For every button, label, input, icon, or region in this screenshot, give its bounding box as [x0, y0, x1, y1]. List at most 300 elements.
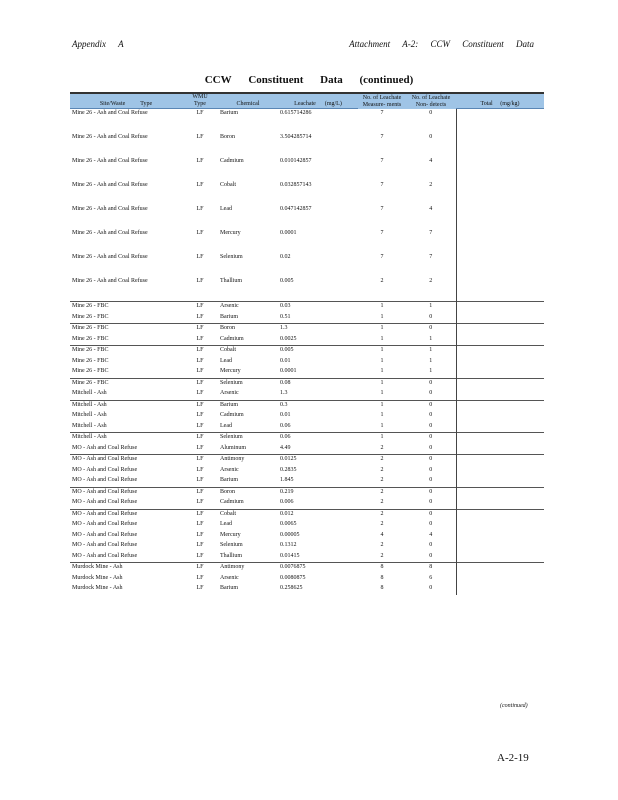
cell-chemical: Cadmium: [220, 412, 244, 418]
cell-nondetects: 7: [429, 254, 433, 260]
cell-total: [456, 277, 544, 302]
header-site: Site/Waste: [99, 101, 126, 107]
header-total-label: Total: [480, 101, 493, 107]
cell-chemical: Boron: [218, 487, 278, 498]
cell-measurements: 1: [358, 302, 406, 313]
cell-leachate: 0.1312: [280, 542, 297, 548]
cell-wmu: LF: [182, 346, 218, 357]
table-row: [70, 574, 544, 585]
cell-measurements: 2: [380, 552, 384, 559]
cell-total: [456, 400, 544, 411]
cell-site: MO - Ash and Coal Refuse: [72, 466, 138, 473]
cell-nondetects: 0: [429, 499, 433, 505]
cell-measurements: 1: [380, 368, 384, 374]
table-row: [70, 302, 544, 313]
cell-chemical: Barium: [220, 477, 238, 483]
cell-total: [456, 520, 544, 531]
cell-wmu: LF: [182, 400, 218, 411]
table-row: [70, 509, 544, 520]
cell-total: [456, 422, 544, 433]
cell-nondetects: 0: [406, 455, 456, 466]
cell-nondetects: 0: [429, 109, 433, 116]
cell-measurements: 7: [380, 134, 384, 140]
cell-chemical: Selenium: [220, 254, 243, 260]
constituent-table: [70, 92, 544, 595]
cell-site: MO - Ash and Coal Refuse: [72, 542, 138, 548]
cell-total: [456, 584, 544, 595]
cell-measurements: 1: [380, 335, 384, 342]
cell-leachate: 0.005: [278, 346, 358, 357]
cell-wmu: LF: [182, 509, 218, 520]
cell-chemical: Aluminum: [220, 444, 247, 451]
cell-total: [456, 346, 544, 357]
table-body: [70, 109, 544, 595]
cell-chemical: Barium: [218, 400, 278, 411]
table-row: [70, 324, 544, 335]
cell-chemical: Mercury: [220, 368, 241, 374]
cell-leachate: 0.0065: [280, 521, 297, 527]
header-leachate-units: (mg/L): [324, 101, 342, 107]
cell-site: Mitchell - Ash: [72, 412, 107, 418]
table-row: [70, 400, 544, 411]
cell-measurements: 1: [380, 357, 384, 364]
cell-leachate: 0.047142857: [280, 206, 312, 212]
cell-measurements: 7: [380, 254, 384, 260]
cell-measurements: 2: [380, 278, 384, 284]
cell-measurements: 4: [380, 531, 384, 538]
cell-site: Mine 26 - Ash and Coal Refuse: [72, 134, 148, 140]
cell-chemical: Cadmium: [220, 158, 244, 164]
cell-nondetects: 0: [406, 433, 456, 444]
cell-nondetects: 0: [406, 509, 456, 520]
cell-measurements: 8: [380, 585, 384, 591]
header-word: Data: [516, 39, 534, 49]
cell-site: MO - Ash and Coal Refuse: [72, 521, 138, 527]
cell-total: [456, 357, 544, 368]
cell-total: [456, 411, 544, 422]
cell-site: Mine 26 - FBC: [72, 357, 109, 364]
table-row: [70, 498, 544, 509]
cell-site: Mine 26 - FBC: [72, 368, 109, 374]
table-row: [70, 455, 544, 466]
cell-wmu: LF: [196, 574, 204, 581]
cell-wmu: LF: [182, 378, 218, 389]
cell-total: [456, 541, 544, 552]
title-word: Data: [320, 74, 343, 86]
cell-total: [456, 455, 544, 466]
cell-total: [456, 229, 544, 253]
table-row: [70, 133, 544, 157]
cell-chemical: Arsenic: [218, 302, 278, 313]
cell-nondetects: 0: [429, 134, 433, 140]
cell-wmu: LF: [196, 521, 204, 527]
cell-site: Mine 26 - Ash and Coal Refuse: [72, 254, 148, 260]
table-row: [70, 346, 544, 357]
cell-chemical: Antimony: [218, 455, 278, 466]
cell-total: [456, 498, 544, 509]
header-total: [456, 94, 544, 109]
table-row: [70, 181, 544, 205]
cell-chemical: Selenium: [218, 378, 278, 389]
cell-site: MO - Ash and Coal Refuse: [72, 499, 138, 505]
table-row: [70, 531, 544, 542]
table-row: [70, 411, 544, 422]
cell-measurements: 1: [380, 313, 384, 320]
cell-chemical: Mercury: [220, 230, 241, 236]
cell-total: [456, 574, 544, 585]
cell-nondetects: 1: [429, 368, 433, 374]
cell-wmu: LF: [182, 433, 218, 444]
table-row: [70, 229, 544, 253]
cell-leachate: 4.49: [280, 444, 291, 451]
cell-total: [456, 324, 544, 335]
continued-note: (continued): [500, 703, 528, 709]
cell-wmu: LF: [196, 368, 204, 374]
table-row: [70, 552, 544, 563]
cell-chemical: Arsenic: [220, 390, 239, 396]
cell-wmu: LF: [196, 313, 204, 320]
table-row: [70, 487, 544, 498]
cell-site: Mine 26 - Ash and Coal Refuse: [72, 182, 148, 188]
cell-nondetects: 0: [429, 585, 433, 591]
cell-leachate: 0.3: [278, 400, 358, 411]
cell-chemical: Cadmium: [220, 499, 244, 505]
cell-wmu: LF: [196, 134, 204, 140]
cell-measurements: 2: [380, 521, 384, 527]
cell-site: Murdock Mine - Ash: [72, 585, 123, 591]
table-row: [70, 433, 544, 444]
cell-wmu: LF: [196, 110, 204, 116]
cell-nondetects: 0: [406, 400, 456, 411]
cell-chemical: Arsenic: [220, 466, 239, 473]
table-row: [70, 466, 544, 477]
header-site-type: [70, 94, 182, 109]
cell-site: MO - Ash and Coal Refuse: [72, 552, 138, 559]
cell-wmu: LF: [196, 466, 204, 473]
cell-nondetects: 4: [429, 531, 433, 538]
cell-site: Mine 26 - FBC: [72, 335, 109, 342]
header-word: A-2:: [402, 39, 419, 49]
cell-leachate: 0.01415: [280, 552, 300, 559]
cell-leachate: 0.51: [280, 313, 291, 320]
cell-measurements: 2: [380, 542, 384, 548]
cell-leachate: 0.01: [280, 357, 291, 364]
cell-nondetects: 0: [429, 390, 433, 396]
cell-measurements: 2: [358, 455, 406, 466]
cell-wmu: LF: [182, 455, 218, 466]
header-wmu-line1: WMU: [192, 94, 208, 100]
cell-leachate: 1.845: [280, 477, 294, 483]
cell-wmu: LF: [196, 158, 204, 164]
cell-chemical: Lead: [220, 357, 232, 364]
table-row: [70, 367, 544, 378]
header-leachate-label: Leachate: [294, 101, 316, 107]
cell-measurements: 7: [380, 182, 384, 188]
cell-measurements: 2: [380, 499, 384, 505]
cell-wmu: LF: [182, 487, 218, 498]
cell-measurements: 1: [380, 390, 384, 396]
table-row: [70, 389, 544, 400]
cell-wmu: LF: [196, 206, 204, 212]
cell-total: [456, 302, 544, 313]
cell-wmu: LF: [196, 278, 204, 284]
cell-measurements: 2: [380, 444, 384, 451]
cell-nondetects: 0: [429, 477, 433, 483]
table-row: [70, 109, 544, 134]
cell-site: Mine 26 - FBC: [70, 378, 182, 389]
cell-chemical: Thallium: [220, 552, 242, 559]
cell-wmu: LF: [196, 390, 204, 396]
cell-chemical: Lead: [220, 521, 232, 527]
page-number: A-2-19: [497, 752, 529, 764]
cell-chemical: Antimony: [218, 563, 278, 574]
cell-measurements: 2: [358, 509, 406, 520]
cell-leachate: 0.012: [278, 509, 358, 520]
cell-chemical: Mercury: [220, 531, 241, 538]
cell-chemical: Lead: [220, 206, 232, 212]
cell-measurements: 2: [380, 477, 384, 483]
cell-leachate: 0.0025: [280, 335, 297, 342]
cell-leachate: 0.0001: [280, 230, 297, 236]
cell-nondetects: 2: [429, 278, 433, 284]
cell-site: Mine 26 - FBC: [72, 313, 109, 320]
cell-chemical: Cobalt: [218, 346, 278, 357]
header-chemical: Chemical: [218, 94, 278, 109]
cell-leachate: 3.504285714: [280, 134, 312, 140]
header-leachate: [278, 94, 358, 109]
cell-total: [456, 487, 544, 498]
cell-leachate: 0.06: [278, 433, 358, 444]
cell-chemical: Cobalt: [220, 182, 236, 188]
table-row: [70, 444, 544, 455]
cell-measurements: 7: [380, 230, 384, 236]
cell-leachate: 1.3: [280, 390, 288, 396]
header-nondetects: No. of Leachate Non- detects: [406, 93, 456, 109]
cell-nondetects: 0: [429, 552, 433, 559]
cell-measurements: 2: [358, 487, 406, 498]
cell-leachate: 0.0001: [280, 368, 297, 374]
table-row: [70, 357, 544, 368]
header-word: Constituent: [462, 39, 504, 49]
cell-measurements: 1: [380, 412, 384, 418]
cell-total: [456, 181, 544, 205]
table-row: [70, 277, 544, 302]
cell-total: [456, 367, 544, 378]
cell-leachate: 0.2835: [280, 466, 297, 473]
cell-wmu: LF: [196, 585, 204, 591]
cell-wmu: LF: [196, 335, 204, 342]
cell-nondetects: 0: [429, 521, 433, 527]
cell-nondetects: 1: [406, 302, 456, 313]
page-header-right: [349, 39, 534, 49]
cell-total: [456, 378, 544, 389]
header-word: Appendix: [72, 39, 106, 49]
cell-site: Murdock Mine - Ash: [72, 574, 123, 581]
title-word: CCW: [204, 74, 232, 86]
table-row: [70, 378, 544, 389]
cell-measurements: 1: [358, 378, 406, 389]
title-word: (continued): [359, 74, 414, 86]
cell-measurements: 8: [358, 563, 406, 574]
page-header-left: [72, 39, 134, 49]
header-word: A: [118, 39, 124, 49]
cell-leachate: 0.006: [280, 499, 294, 505]
cell-leachate: 0.219: [278, 487, 358, 498]
page-title: [0, 74, 618, 86]
cell-measurements: 1: [358, 433, 406, 444]
table-row: [70, 541, 544, 552]
cell-total: [456, 335, 544, 346]
cell-nondetects: 0: [406, 324, 456, 335]
cell-nondetects: 0: [429, 466, 433, 473]
cell-leachate: 0.032857143: [280, 182, 312, 188]
cell-nondetects: 0: [429, 542, 433, 548]
cell-measurements: 1: [358, 400, 406, 411]
cell-leachate: 0.0076875: [278, 563, 358, 574]
table-row: [70, 584, 544, 595]
cell-site: Mine 26 - Ash and Coal Refuse: [72, 278, 148, 284]
cell-nondetects: 0: [429, 444, 433, 451]
cell-leachate: 0.0125: [278, 455, 358, 466]
table-row: [70, 253, 544, 277]
cell-wmu: LF: [196, 254, 204, 260]
cell-measurements: 7: [380, 109, 384, 116]
header-wmu: [182, 94, 218, 109]
header-measurements: No. of Leachate Measure- ments: [358, 93, 406, 109]
cell-leachate: 0.01: [280, 412, 291, 418]
cell-total: [456, 552, 544, 563]
cell-wmu: LF: [182, 563, 218, 574]
cell-site: Murdock Mine - Ash: [70, 563, 182, 574]
cell-total: [456, 253, 544, 277]
cell-nondetects: 0: [429, 422, 433, 429]
cell-site: MO - Ash and Coal Refuse: [70, 487, 182, 498]
cell-site: Mine 26 - Ash and Coal Refuse: [72, 110, 148, 116]
cell-wmu: LF: [196, 499, 204, 505]
cell-leachate: 1.3: [278, 324, 358, 335]
table-row: [70, 313, 544, 324]
cell-wmu: LF: [182, 324, 218, 335]
cell-total: [456, 531, 544, 542]
header-row-bottom: [70, 94, 544, 109]
cell-wmu: LF: [196, 542, 204, 548]
cell-leachate: 0.005: [280, 278, 294, 284]
cell-site: MO - Ash and Coal Refuse: [72, 531, 138, 538]
cell-chemical: Boron: [218, 324, 278, 335]
cell-nondetects: 7: [429, 230, 433, 236]
cell-wmu: LF: [196, 230, 204, 236]
cell-measurements: 2: [380, 466, 384, 473]
cell-total: [456, 433, 544, 444]
cell-leachate: 0.258625: [280, 585, 303, 591]
table-row: [70, 422, 544, 433]
cell-leachate: 0.06: [280, 422, 291, 429]
header-type: Type: [140, 101, 153, 107]
table-row: [70, 205, 544, 229]
cell-leachate: 0.615714286: [280, 110, 312, 116]
cell-chemical: Barium: [220, 313, 238, 320]
cell-site: Mine 26 - Ash and Coal Refuse: [72, 206, 148, 212]
cell-site: Mine 26 - FBC: [70, 346, 182, 357]
cell-nondetects: 0: [406, 378, 456, 389]
header-word: CCW: [430, 39, 450, 49]
cell-nondetects: 1: [406, 346, 456, 357]
cell-nondetects: 1: [429, 335, 433, 342]
cell-chemical: Cobalt: [218, 509, 278, 520]
cell-chemical: Arsenic: [220, 574, 239, 581]
table-row: [70, 563, 544, 574]
table-row: [70, 476, 544, 487]
cell-measurements: 1: [358, 324, 406, 335]
cell-nondetects: 0: [406, 487, 456, 498]
header-total-units: (mg/kg): [500, 101, 520, 107]
cell-nondetects: 6: [429, 574, 433, 581]
cell-leachate: 0.00005: [280, 531, 300, 538]
cell-site: Mitchell - Ash: [72, 422, 107, 429]
cell-total: [456, 109, 544, 134]
cell-wmu: LF: [196, 357, 204, 364]
cell-total: [456, 133, 544, 157]
cell-leachate: 0.03: [278, 302, 358, 313]
cell-total: [456, 466, 544, 477]
cell-leachate: 0.010142857: [280, 158, 312, 164]
cell-wmu: LF: [196, 422, 204, 429]
cell-site: Mine 26 - FBC: [70, 324, 182, 335]
table-row: [70, 157, 544, 181]
cell-chemical: Selenium: [220, 542, 243, 548]
cell-site: Mine 26 - Ash and Coal Refuse: [72, 158, 148, 164]
cell-wmu: LF: [196, 552, 204, 559]
cell-total: [456, 476, 544, 487]
cell-chemical: Boron: [220, 134, 235, 140]
cell-total: [456, 509, 544, 520]
cell-measurements: 7: [380, 158, 384, 164]
cell-wmu: LF: [196, 412, 204, 418]
cell-total: [456, 313, 544, 324]
cell-total: [456, 205, 544, 229]
cell-site: MO - Ash and Coal Refuse: [72, 444, 138, 451]
cell-total: [456, 444, 544, 455]
cell-wmu: LF: [196, 444, 204, 451]
cell-nondetects: 8: [406, 563, 456, 574]
cell-wmu: LF: [182, 302, 218, 313]
cell-leachate: 0.02: [280, 254, 291, 260]
cell-nondetects: 0: [429, 313, 433, 320]
cell-chemical: Cadmium: [220, 335, 244, 342]
cell-chemical: Barium: [220, 585, 238, 591]
cell-chemical: Lead: [220, 422, 232, 429]
cell-nondetects: 2: [429, 182, 433, 188]
cell-wmu: LF: [196, 531, 204, 538]
cell-site: Mitchell - Ash: [72, 390, 107, 396]
cell-total: [456, 389, 544, 400]
cell-nondetects: 1: [429, 357, 433, 364]
cell-site: MO - Ash and Coal Refuse: [70, 509, 182, 520]
title-word: Constituent: [248, 74, 304, 86]
cell-nondetects: 4: [429, 206, 433, 212]
cell-leachate: 0.0080875: [280, 574, 306, 581]
cell-site: MO - Ash and Coal Refuse: [72, 477, 138, 483]
cell-measurements: 8: [380, 574, 384, 581]
table-row: [70, 335, 544, 346]
cell-site: Mine 26 - FBC: [70, 302, 182, 313]
table-row: [70, 520, 544, 531]
cell-site: Mitchell - Ash: [70, 433, 182, 444]
cell-wmu: LF: [196, 182, 204, 188]
cell-total: [456, 563, 544, 574]
header-word: Attachment: [349, 39, 391, 49]
cell-measurements: 1: [380, 422, 384, 429]
